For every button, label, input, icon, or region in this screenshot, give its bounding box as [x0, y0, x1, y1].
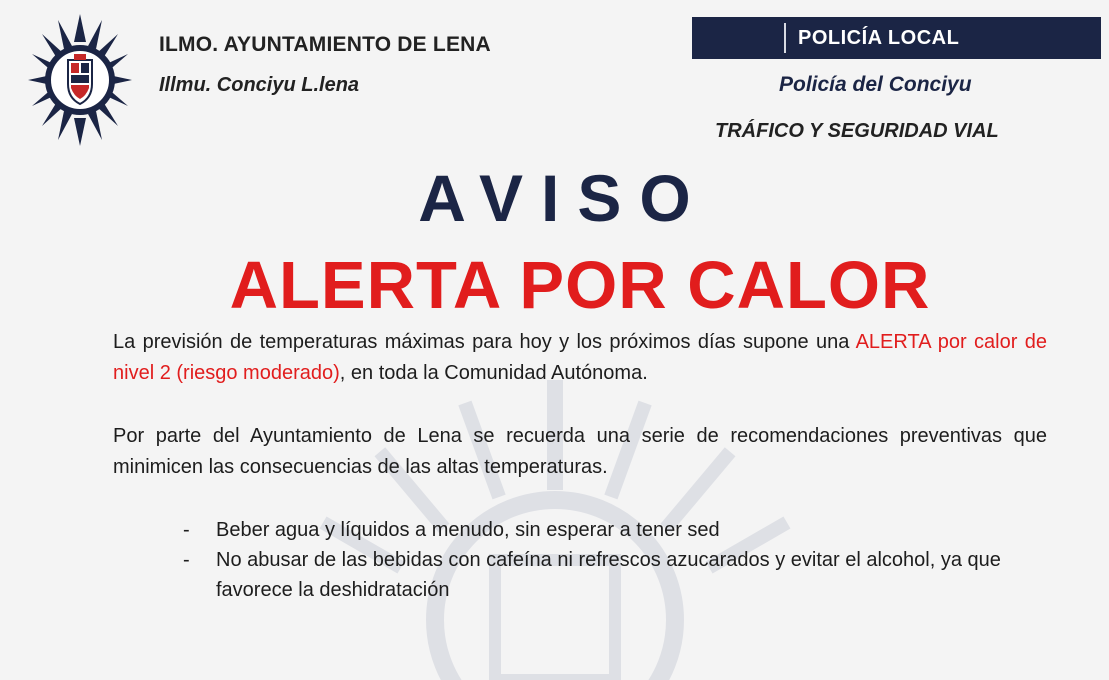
- recommendations-list: [113, 515, 1047, 605]
- recommendation-text: No abusar de las bebidas con cafeína ni refrescos azucarados y evitar el alcohol, ya que favorece la deshidratación: [216, 549, 1001, 601]
- paragraph-text-before: La previsión de temperaturas máximas para hoy y los próximos días supone una: [113, 331, 856, 353]
- notice-title: AVISO: [418, 161, 709, 235]
- bullet-dash: -: [183, 549, 190, 571]
- list-item: [113, 515, 1047, 545]
- police-local-name: Policía del Conciyu: [779, 73, 972, 96]
- recommendations-intro: Por parte del Ayuntamiento de Lena se recuerda una serie de recomendaciones preventivas que minimicen las consecuencias de las altas temperaturas.: [113, 425, 1047, 478]
- police-label: POLICÍA LOCAL: [798, 27, 960, 49]
- recommendation-text: Beber agua y líquidos a menudo, sin esperar a tener sed: [216, 519, 720, 541]
- organization-local-name: Illmu. Conciyu L.lena: [159, 74, 360, 96]
- alert-title: ALERTA POR CALOR: [229, 248, 931, 323]
- alert-paragraph: [113, 327, 1047, 389]
- organization-name: ILMO. AYUNTAMIENTO DE LENA: [159, 33, 491, 56]
- alert-level-highlight: ALERTA por calor de nivel 2 (riesgo moderado): [113, 331, 1047, 384]
- department-name: TRÁFICO Y SEGURIDAD VIAL: [715, 120, 999, 142]
- list-item: [113, 545, 1047, 605]
- police-label-bar: [692, 17, 1101, 59]
- bar-divider: [784, 23, 786, 53]
- paragraph-text-after: , en toda la Comunidad Autónoma.: [339, 362, 648, 384]
- bullet-dash: -: [183, 519, 190, 541]
- police-star-badge-icon: [28, 14, 132, 146]
